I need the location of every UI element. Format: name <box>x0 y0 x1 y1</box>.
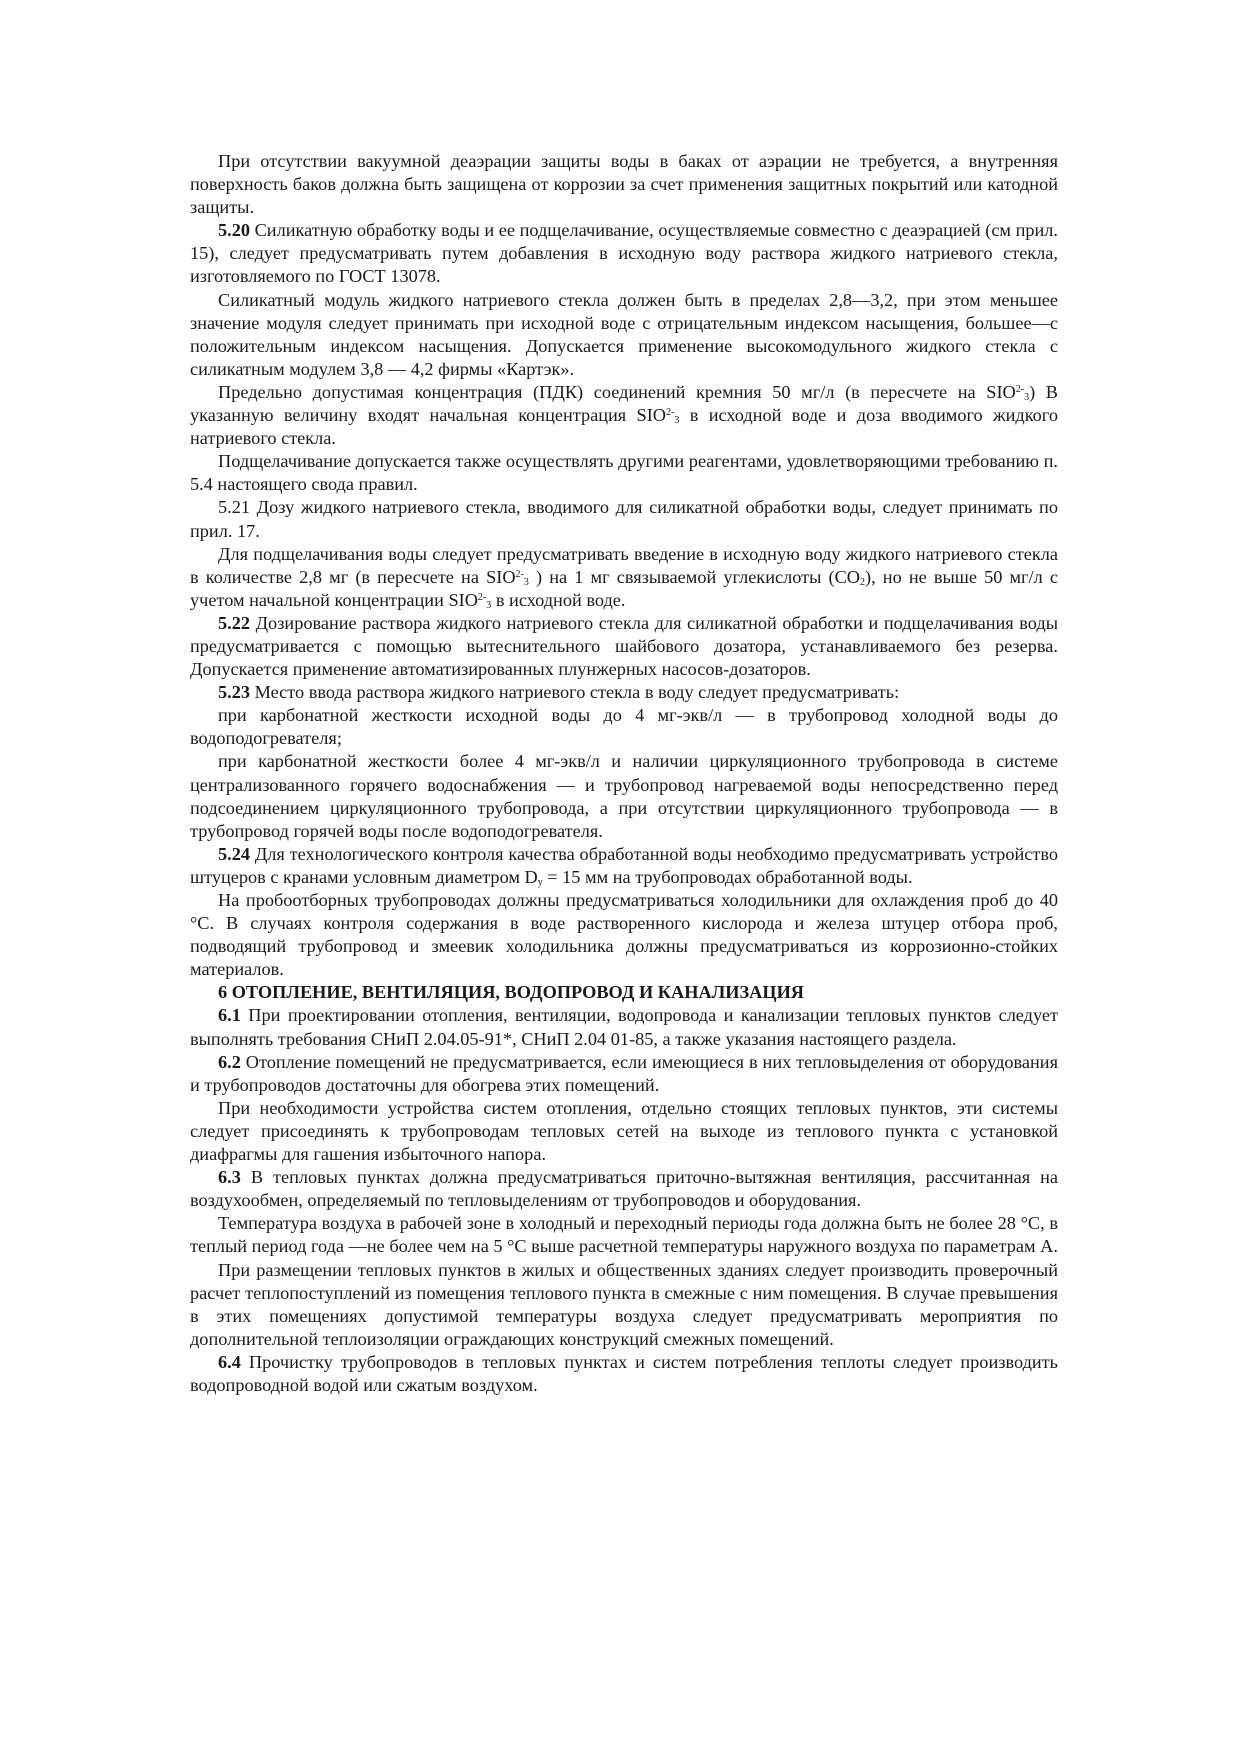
clause-number: 6.4 <box>218 1351 241 1372</box>
clause-number: 5.23 <box>218 682 250 703</box>
paragraph-heat-gain-check: При размещении тепловых пунктов в жилых и общественных зданиях следует производить проверочный расчет теплопоступлений из помещения теплового пункта в смежные с ним помещения. В случае превышения в этих помещениях допустимой температуры воздуха следует предусматривать мероприятия по дополнительной теплоизоляции ограждающих конструкций смежных помещений. <box>190 1259 1058 1349</box>
text-run: Для подщелачивания воды следует предусматривать введение в исходную воду жидкого натриевого стекла в количестве 2,8 мг (в пересчете на <box>190 543 1058 587</box>
formula-sub: 2 <box>860 576 865 588</box>
clause-number: 6.2 <box>218 1051 241 1072</box>
text-run: ), но не выше 50 мг/л с учетом начальной концентрации <box>190 566 1058 610</box>
clause-5-21: 5.21 Дозу жидкого натриевого стекла, вводимого для силикатной обработки воды, следует принимать по прил. 17. <box>190 497 1058 541</box>
paragraph-air-temperature: Температура воздуха в рабочей зоне в холодный и переходный периоды года должна быть не более 28 °С, в теплый период года —не более чем на 5 °С выше расчетной температуры наружного воздуха по параметрам А. <box>190 1213 1058 1257</box>
clause-number: 5.22 <box>218 612 250 633</box>
paragraph-hardness-low: при карбонатной жесткости исходной воды до 4 мг-экв/л — в трубопровод холодной воды до водоподогревателя; <box>190 705 1058 749</box>
formula-sup: 2- <box>477 591 487 603</box>
clause-number: 5.20 <box>218 220 250 241</box>
paragraph-sampling-coolers: На пробоотборных трубопроводах должны предусматриваться холодильники для охлаждения проб до 40 °С. В случаях контроля содержания в воде растворенного кислорода и железа штуцер отбора проб, подводящий трубопровод и змеевик холодильника должны предусматриваться из коррозионно-стойких материалов. <box>190 890 1058 980</box>
clause-number: 5.24 <box>218 843 250 864</box>
text-run: в исходной воде. <box>491 589 626 610</box>
text-run: в исходной воде и доза вводимого жидкого натриевого стекла. <box>190 405 1058 449</box>
clause-text: Место ввода раствора жидкого натриевого стекла в воду следует предусматривать: <box>250 682 900 703</box>
clause-6-3 <box>190 1166 1058 1212</box>
clause-5-22 <box>190 612 1058 681</box>
formula-sub: у <box>537 876 543 888</box>
clause-text: = 15 мм на трубопроводах обработанной воды. <box>542 866 913 887</box>
document-page <box>190 150 1058 1397</box>
paragraph-hardness-high: при карбонатной жесткости более 4 мг-экв/л и наличии циркуляционного трубопровода в системе централизованного горячего водоснабжения — и трубопровод нагреваемой воды непосредственно перед подсоединением циркуляционного трубопровода, а при отсутствии циркуляционного трубопровода — в трубопровод горячей воды после водоподогревателя. <box>190 751 1058 841</box>
clause-number: 6.1 <box>218 1005 241 1026</box>
formula-sup: 2- <box>1015 383 1025 395</box>
formula-sub: 3 <box>486 599 492 611</box>
clause-text: В тепловых пунктах должна предусматриваться приточно-вытяжная вентиляция, рассчитанная на воздухообмен, определяемый по тепловыделениям от трубопроводов и оборудования. <box>190 1167 1058 1211</box>
paragraph-silicate-module: Силикатный модуль жидкого натриевого стекла должен быть в пределах 2,8—3,2, при этом меньшее значение модуля следует принимать при исходной воде с отрицательным индексом насыщения, большее—с положительным индексом насыщения. Допускается применение высокомодульного жидкого стекла с силикатным модулем 3,8 — 4,2 фирмы «Картэк». <box>190 289 1058 379</box>
text-run: Предельно допустимая концентрация (ПДК) соединений кремния 50 мг/л (в пересчете на <box>218 381 987 402</box>
formula-base: SIO <box>636 405 667 426</box>
clause-number: 6.3 <box>218 1167 241 1188</box>
formula-sio3 <box>486 567 529 587</box>
clause-5-24 <box>190 843 1058 889</box>
text-run: ) В указанную величину входят начальная концентрация <box>190 381 1058 426</box>
formula-sio3 <box>637 405 680 425</box>
clause-text: Отопление помещений не предусматривается, если имеющиеся в них тепловыделения от оборудования и трубопроводов достаточны для обогрева этих помещений. <box>190 1051 1058 1095</box>
clause-6-4 <box>190 1351 1058 1397</box>
paragraph-alkalization-reagents: Подщелачивание допускается также осуществлять другими реагентами, удовлетворяющими требованию п. 5.4 настоящего свода правил. <box>190 451 1058 495</box>
clause-6-1 <box>190 1004 1058 1050</box>
paragraph-pdk-silicon <box>190 381 1058 450</box>
formula-sio3 <box>986 382 1029 402</box>
formula-sub: 3 <box>523 576 529 588</box>
formula-sub: 3 <box>674 415 680 427</box>
clause-text: При проектировании отопления, вентиляции, водопровода и канализации тепловых пунктов следует выполнять требования СНиП 2.04.05-91*, СНиП 2.04 01-85, а также указания настоящего раздела. <box>190 1005 1058 1049</box>
section-heading: 6 ОТОПЛЕНИЕ, ВЕНТИЛЯЦИЯ, ВОДОПРОВОД И КАНАЛИЗАЦИЯ <box>218 982 804 1003</box>
clause-5-20 <box>190 219 1058 288</box>
formula-base: SIO <box>986 381 1016 402</box>
paragraph-heating-systems: При необходимости устройства систем отопления, отдельно стоящих тепловых пунктов, эти системы следует присоединять к трубопроводам тепловых сетей на выходе из теплового пункта с установкой диафрагмы для гашения избыточного напора. <box>190 1097 1058 1165</box>
clause-6-2 <box>190 1051 1058 1097</box>
formula-sup: 2- <box>666 407 675 419</box>
formula-base: SIO <box>486 566 516 587</box>
text-run: ) на 1 мг связываемой углекислоты (CO <box>528 566 860 587</box>
clause-text: Силикатную обработку воды и ее подщелачивание, осуществляемые совместно с деаэрацией (см прил. 15), следует предусматривать путем добавления в исходную воду раствора жидкого натриевого стекла, изготовляемого по ГОСТ 13078. <box>190 220 1058 287</box>
paragraph-no-deaeration: При отсутствии вакуумной деаэрации защиты воды в баках от аэрации не требуется, а внутренняя поверхность баков должна быть защищена от коррозии за счет применения защитных покрытий или катодной защиты. <box>190 151 1058 218</box>
paragraph-alkalization-dose <box>190 543 1058 612</box>
clause-text: Для технологического контроля качества обработанной воды необходимо предусматривать устройство штуцеров с кранами условным диаметром D <box>190 843 1058 887</box>
formula-sio3 <box>448 590 491 610</box>
formula-sup: 2- <box>515 568 524 580</box>
clause-text: Дозирование раствора жидкого натриевого стекла для силикатной обработки и подщелачивания воды предусматривается с помощью вытеснительного шайбового дозатора, устанавливаемого без резерва. Допускается применение автоматизированных плунжерных насосов-дозаторов. <box>190 612 1058 680</box>
clause-text: Прочистку трубопроводов в тепловых пунктах и систем потребления теплоты следует производить водопроводной водой или сжатым воздухом. <box>190 1351 1058 1395</box>
formula-sub: 3 <box>1024 391 1030 403</box>
clause-5-23 <box>190 681 1058 704</box>
formula-base: SIO <box>448 589 478 610</box>
